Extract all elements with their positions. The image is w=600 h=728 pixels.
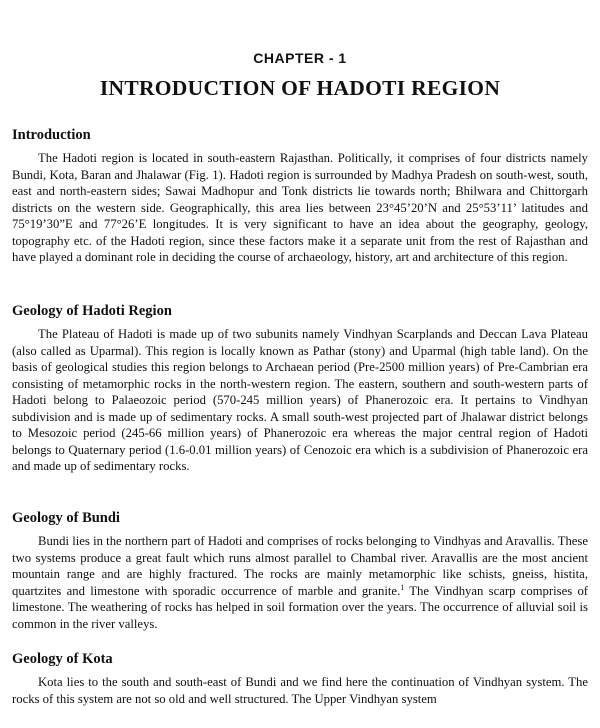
section-heading: Geology of Kota [12, 651, 113, 667]
section-geology-kota [12, 651, 588, 707]
chapter-title: INTRODUCTION OF HADOTI REGION [99, 76, 501, 100]
section-paragraph: The Plateau of Hadoti is made up of two subunits namely Vindhyan Scarplands and Deccan Lava Plateau (also called as Uparmal). This region is locally known as Pathar (stony) and Uparmal (high table land). On the basis of geological studies this region belongs to Archaean period (Pre-2500 million years) of Pre-Cambrian era consisting of metamorphic rocks in the north-western region. The eastern, southern and south-western parts of Hadoti belong to Palaeozoic period (570-245 million years) of Phanerozoic era. It pertains to Vindhyan subdivision and is made up of sedimentary rocks. A small south-west projected part of Jhalawar district belongs to Mesozoic period (245-66 million years) of Phanerozoic era whereas the major central region of Hadoti belongs to Quaternary period (1.6-0.01 million years) of Cenozoic era which is a subdivision of Phanerozoic era and made up of sedimentary rocks. [12, 327, 588, 473]
chapter-label: CHAPTER - 1 [253, 50, 347, 66]
section-paragraph [12, 533, 588, 632]
section-heading: Geology of Hadoti Region [12, 303, 172, 319]
section-introduction [12, 127, 588, 266]
section-geology-hadoti [12, 303, 588, 475]
footnote-reference: 1 [400, 582, 405, 592]
paragraph-text: Bundi lies in the northern part of Hadoti and comprises of rocks belonging to Vindhyas and Aravallis. These two systems produce a great fault which runs almost parallel to Chambal river. Aravallis are the most ancient mountain range and are highly fractured. The rocks are mainly metamorphic like schists, gneiss, histita, quartzites and limestone with sporadic occurrence of marble and granite. [12, 534, 588, 598]
section-geology-bundi [12, 510, 588, 632]
paragraph-text: The Vindhyan scarp comprises of limestone. The weathering of rocks has helped in soil formation over the years. The occurrence of alluvial soil is common in the river valleys. [12, 583, 589, 631]
section-heading: Introduction [12, 127, 91, 143]
section-paragraph: Kota lies to the south and south-east of Bundi and we find here the continuation of Vindhyan system. The rocks of this system are not so old and well structured. The Upper Vindhyan system [12, 675, 588, 706]
section-heading: Geology of Bundi [12, 510, 120, 526]
section-paragraph: The Hadoti region is located in south-eastern Rajasthan. Politically, it comprises of four districts namely Bundi, Kota, Baran and Jhalawar (Fig. 1). Hadoti region is surrounded by Madhya Pradesh on south-west, south, east and north-eastern sides; Sawai Madhopur and Tonk districts lie towards north; Bhilwara and Chittorgarh districts on the western side. Geographically, this area lies between 23°45’20’N and 25°53’11’ latitudes and 75°19’30”E and 77°26’E longitudes. It is very significant to have an idea about the geography, geology, topography etc. of the Hadoti region, since these factors make it a separate unit from the rest of Rajasthan and have played a dominant role in deciding the course of archaeology, history, art and architecture of this region. [12, 151, 588, 264]
